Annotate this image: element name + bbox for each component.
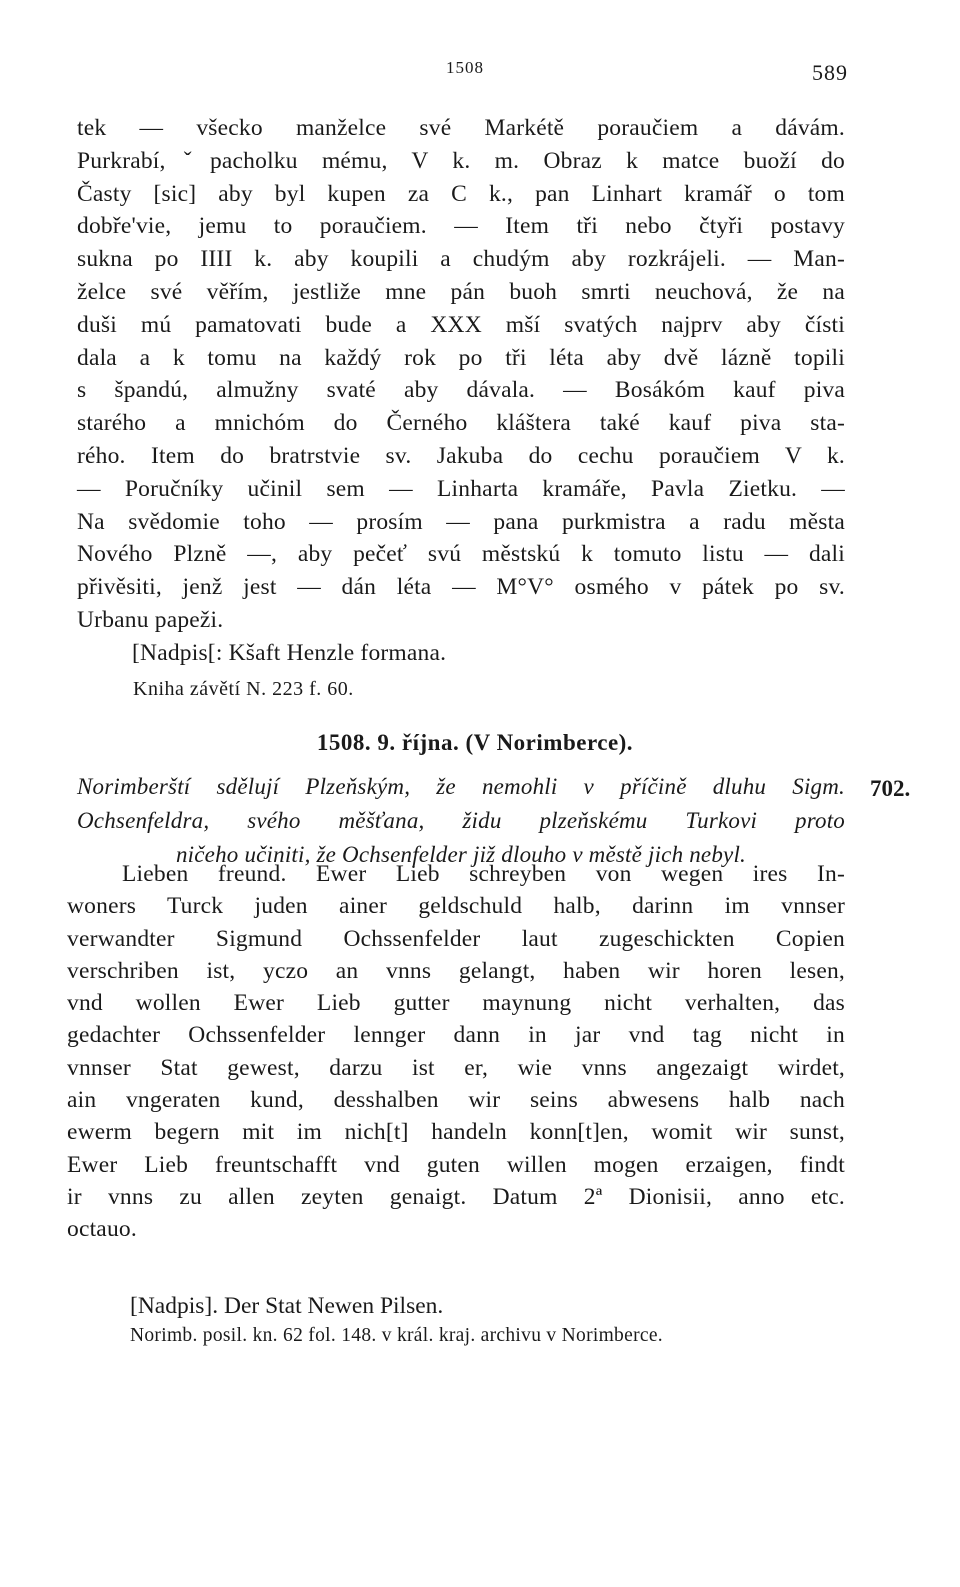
document-heading: 1508. 9. října. (V Norimberce).	[316, 730, 634, 755]
text-line: s špandú, almužny svaté aby dávala. — Bosákóm kauf piva	[77, 377, 845, 404]
text-line: přivěsiti, jenž jest — dán léta — M°V° osmého v pátek po sv.	[77, 574, 845, 601]
body-line: Lieben freund. Ewer Lieb schreyben von wegen ires In-	[122, 861, 845, 887]
text-line: — Poručníky učinil sem — Linharta kramáře, Pavla Zietku. —	[77, 475, 845, 502]
running-head	[0, 58, 960, 88]
summary-line: Norimberští sdělují Plzeňským, že nemohli v příčině dluhu Sigm.	[77, 774, 845, 799]
text-line: dobře'vie, jemu to poraučiem. — Item tři nebo čtyři postavy	[77, 213, 845, 240]
document-summary	[77, 770, 845, 872]
text-line: želce své věřím, jestliže mne pán buoh smrti neuchová, že na	[77, 278, 845, 305]
previous-document-source: Kniha závětí N. 223 f. 60.	[133, 678, 354, 700]
text-line: sukna po IIII k. aby koupili a chudým aby rozkrájeli. — Man-	[77, 246, 845, 273]
summary-line: Ochsenfeldra, svého měšťana, židu plzeňskému Turkovi proto	[77, 808, 845, 833]
page-number: 589	[812, 60, 848, 85]
summary-line: ničeho učiniti, že Ochsenfelder již dlouho v městě jich nebyl.	[175, 842, 746, 867]
previous-document-title: [Nadpis[: Kšaft Henzle formana.	[132, 639, 447, 666]
running-head-year: 1508	[446, 58, 484, 77]
body-line: woners Turck juden ainer geldschuld halb, darinn im vnnser	[67, 893, 845, 920]
document-number: 702.	[870, 776, 911, 801]
body-line: ain vngeraten kund, desshalben wir seins abwesens halb nach	[67, 1087, 845, 1114]
text-line: Purkrabí,ˇpacholku mému, V k. m. Obraz k matce buoží do	[77, 147, 845, 174]
text-line: Nového Plzně —, aby pečeť svú městskú k tomuto listu — dali	[77, 541, 845, 568]
body-line: Ewer Lieb freuntschafft vnd guten willen mogen erzaigen, findt	[67, 1151, 845, 1178]
text-line: Urbanu papeži.	[77, 606, 224, 633]
document-body	[67, 858, 845, 1246]
body-line: verschriben ist, yczo an vnns gelangt, haben wir horen lesen,	[67, 957, 845, 984]
text-line: Na svědomie toho — prosím — pana purkmistra a radu města	[77, 508, 845, 535]
text-line: rého. Item do bratrstvie sv. Jakuba do cechu poraučiem V k.	[77, 442, 845, 469]
body-line: vnnser Stat gewest, darzu ist er, wie vnns angezaigt wirdet,	[67, 1054, 845, 1081]
archive-reference: Norimb. posil. kn. 62 fol. 148. v král. kraj. archivu v Norimberce.	[130, 1325, 663, 1346]
document-signature: [Nadpis]. Der Stat Newen Pilsen.	[130, 1293, 444, 1319]
body-line: octauo.	[67, 1216, 137, 1243]
text-line: tek — všecko manželce své Markétě poraučiem a dávám.	[77, 115, 845, 141]
body-line: ewerm begern mit im nich[t] handeln konn[t]en, womit wir sunst,	[67, 1119, 845, 1146]
body-line: vnd wollen Ewer Lieb gutter maynung nicht verhalten, das	[67, 990, 845, 1017]
text-line: duši mú pamatovati bude a XXX mší svatých najprv aby čísti	[77, 311, 845, 338]
text-line: Časty [sic] aby byl kupen za C k., pan Linhart kramář o tom	[77, 180, 845, 207]
text-line: starého a mnichóm do Černého kláštera také kauf piva sta-	[77, 410, 845, 437]
body-line: gedachter Ochssenfelder lennger dann in jar vnd tag nicht in	[67, 1022, 845, 1049]
body-line: ir vnns zu allen zeyten genaigt. Datum 2ª Dionisii, anno etc.	[67, 1183, 845, 1210]
text-line: dala a k tomu na každý rok po tři léta aby dvě lázně topili	[77, 344, 845, 371]
previous-document-text	[77, 112, 845, 670]
body-line: verwandter Sigmund Ochssenfelder laut zugeschickten Copien	[67, 925, 845, 952]
